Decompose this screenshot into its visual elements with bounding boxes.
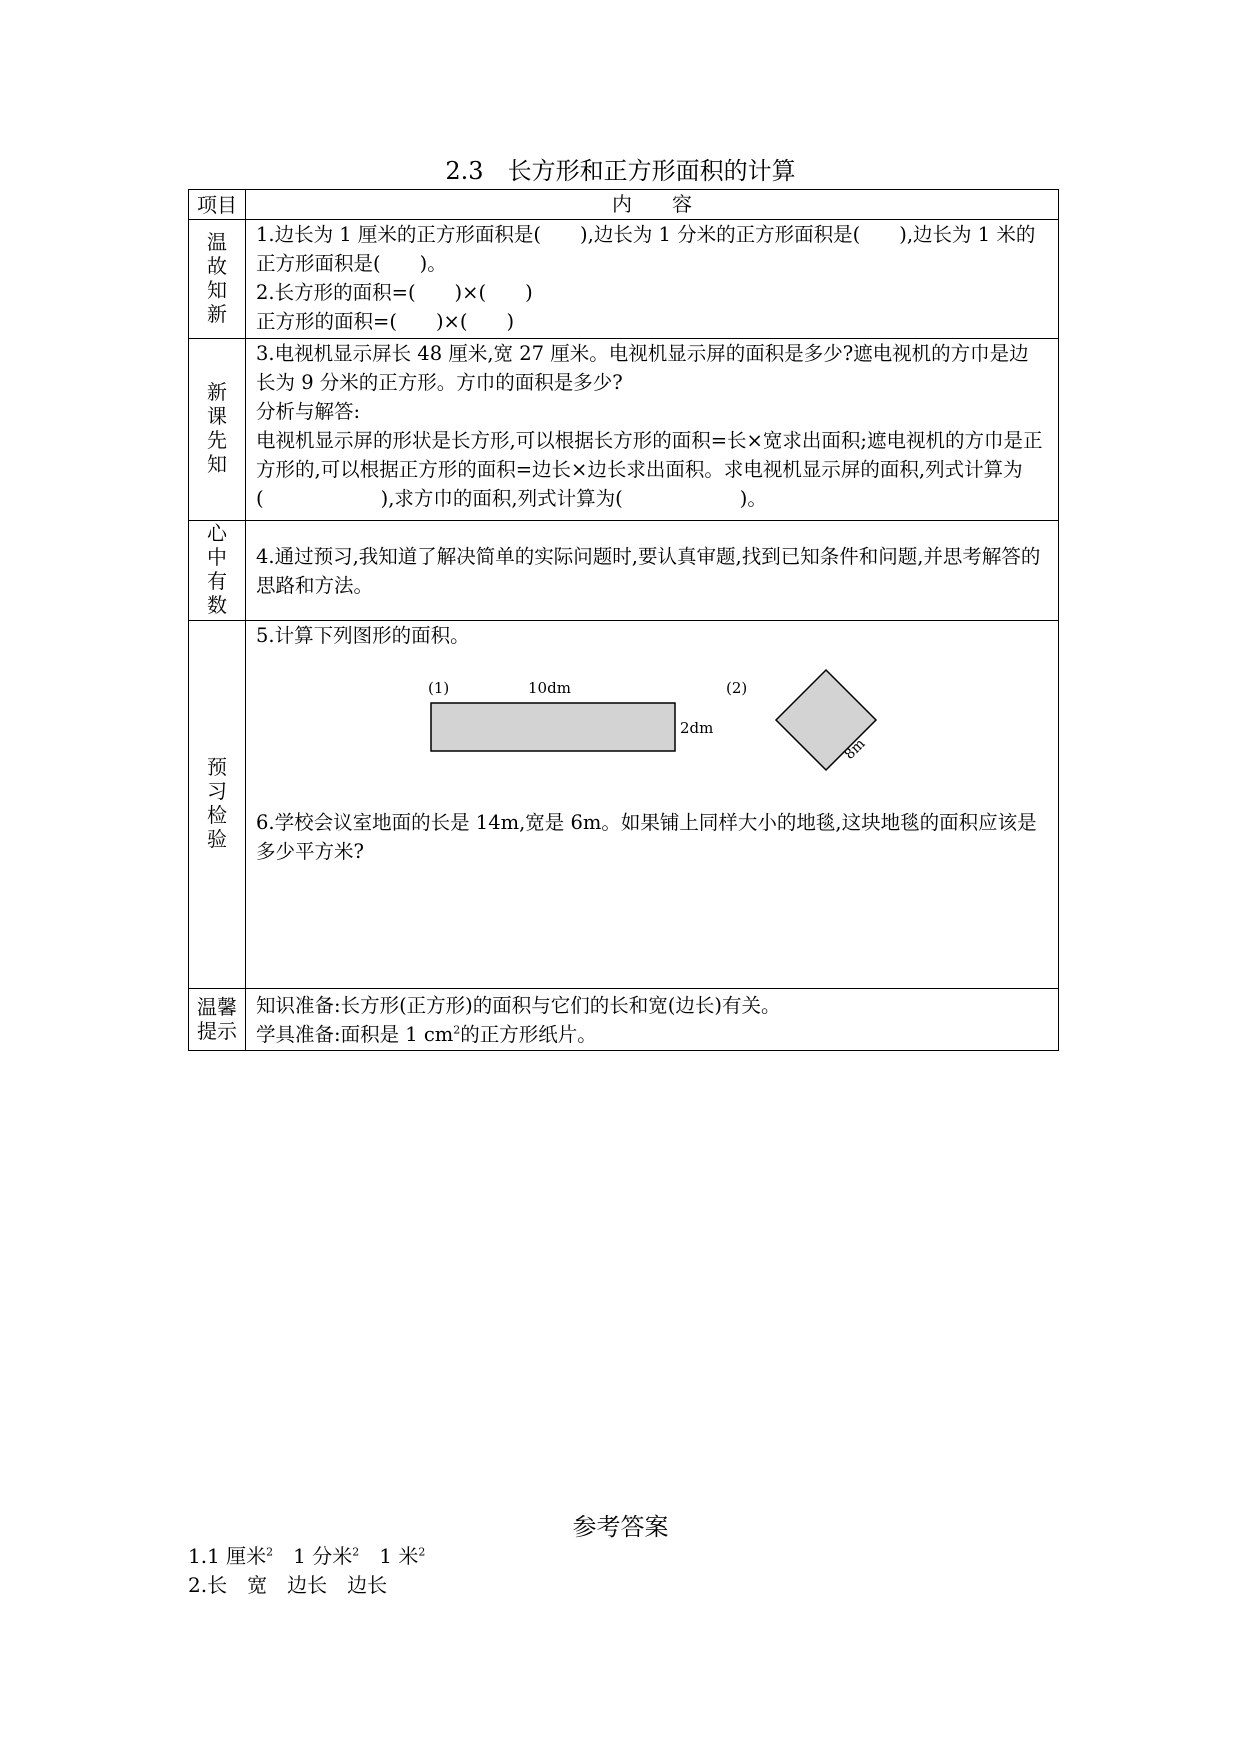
section-label-mindful: 心中有数 <box>189 521 246 621</box>
section-mindful <box>189 521 1059 621</box>
section-new-lesson <box>189 339 1059 521</box>
section-tips <box>189 989 1059 1051</box>
answer-line-1: 1.1 厘米$^2$ 1 分米$^2$ 1 米$^2$ <box>188 1544 426 1568</box>
fig2-number: (2) <box>726 679 748 697</box>
section-review <box>189 220 1059 339</box>
header-item: 项目 <box>189 190 246 220</box>
fig2-side-label: 8m <box>841 735 869 763</box>
question-5: 5.计算下列图形的面积。 <box>256 624 470 647</box>
answers-block <box>188 1542 425 1600</box>
tip-knowledge: 知识准备:长方形(正方形)的面积与它们的长和宽(边长)有关。 <box>256 993 781 1017</box>
header-content: 内 容 <box>246 190 1059 220</box>
fig1-top-label: 10dm <box>528 679 571 697</box>
section-content-mindful <box>246 521 1059 621</box>
figures-svg <box>256 650 1056 800</box>
question-6: 6.学校会议室地面的长是 14m,宽是 6m。如果铺上同样大小的地毯,这块地毯的面积应该是多少平方米? <box>256 811 1037 863</box>
question-4: 4.通过预习,我知道了解决简单的实际问题时,要认真审题,找到已知条件和问题,并思考解答的思路和方法。 <box>256 544 1041 597</box>
square-figure <box>776 670 876 770</box>
question-2-square: 正方形的面积=( )×( ) <box>256 310 515 333</box>
section-content-check <box>246 621 1059 989</box>
analysis-text: 电视机显示屏的形状是长方形,可以根据长方形的面积=长×宽求出面积;遮电视机的方巾是正方形的,可以根据正方形的面积=边长×边长求出面积。求电视机显示屏的面积,列式计算为( ),求方巾的面积,列式计算为( )。 <box>256 429 1043 510</box>
answer-line-2: 2.长 宽 边长 边长 <box>188 1573 388 1597</box>
page-title: 2.3 长方形和正方形面积的计算 <box>445 157 796 185</box>
section-label-check: 预习检验 <box>189 621 246 989</box>
section-check <box>189 621 1059 989</box>
table-header-row <box>189 190 1059 220</box>
rectangle-figure <box>431 703 675 751</box>
fig1-side-label: 2dm <box>680 719 714 737</box>
section-content-new-lesson <box>246 339 1059 521</box>
section-label-new-lesson: 新课先知 <box>189 339 246 521</box>
preview-table <box>188 189 1059 1051</box>
answer-space <box>256 866 1048 982</box>
section-label-tips: 温馨提示 <box>189 989 246 1051</box>
section-content-review <box>246 220 1059 339</box>
question-3: 3.电视机显示屏长 48 厘米,宽 27 厘米。电视机显示屏的面积是多少?遮电视机的方巾是边长为 9 分米的正方形。方巾的面积是多少? <box>256 342 1029 394</box>
analysis-heading: 分析与解答: <box>256 400 361 423</box>
question-2: 2.长方形的面积=( )×( ) <box>256 281 533 304</box>
question-1: 1.边长为 1 厘米的正方形面积是( ),边长为 1 分米的正方形面积是( ),边长为 1 米的正方形面积是( )。 <box>256 223 1036 275</box>
answers-title: 参考答案 <box>572 1513 669 1541</box>
section-label-review: 温故知新 <box>189 220 246 339</box>
section-content-tips <box>246 989 1059 1051</box>
fig1-number: (1) <box>428 679 450 697</box>
tip-tools: 学具准备:面积是 1 $cm^2$的正方形纸片。 <box>256 1022 597 1046</box>
figures-area <box>256 650 1048 800</box>
